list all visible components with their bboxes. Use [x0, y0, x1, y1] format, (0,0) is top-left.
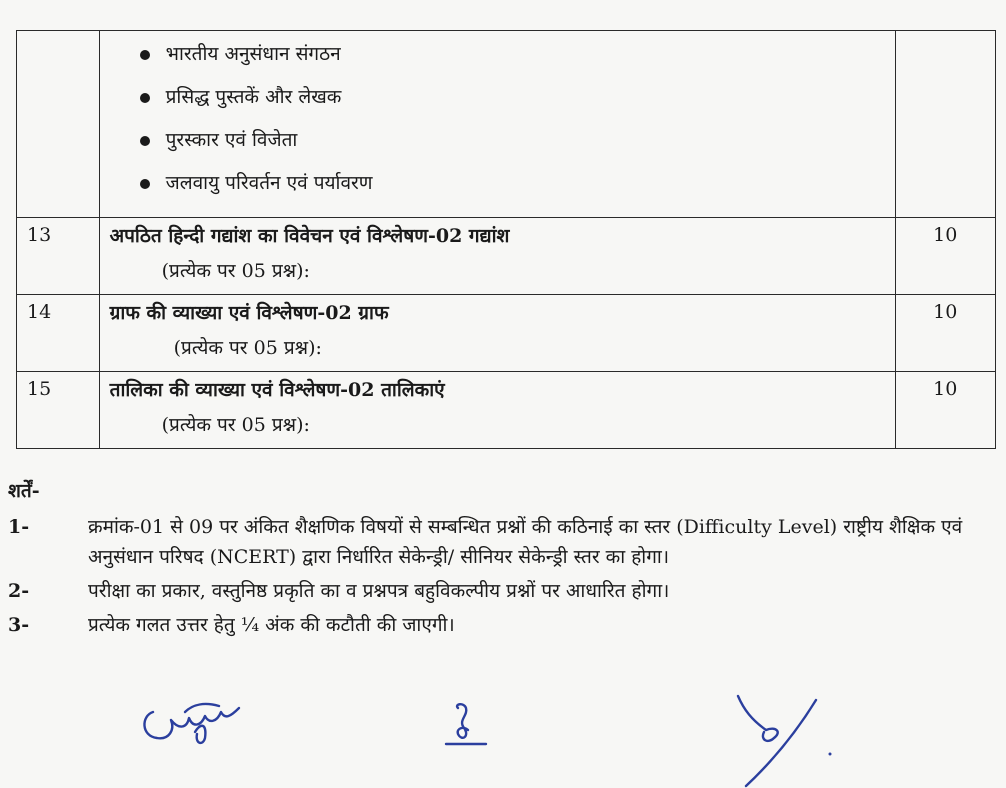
terms-heading: शर्तें-	[8, 480, 40, 502]
bullet-text: पुरस्कार एवं विजेता	[165, 129, 298, 151]
topic-title: ग्राफ की व्याख्या एवं विश्लेषण-02 ग्राफ	[109, 302, 389, 324]
topic-cell	[99, 372, 895, 449]
bullet-icon	[140, 93, 150, 103]
serial-number: 14	[17, 295, 100, 372]
condition-item	[8, 576, 998, 606]
marks-value: 10	[895, 295, 995, 372]
terms-section	[8, 476, 998, 644]
table-row	[17, 295, 996, 372]
marks-cell	[895, 31, 995, 218]
condition-number: 1-	[8, 516, 30, 538]
marks-value: 10	[895, 372, 995, 449]
list-item	[140, 125, 895, 168]
topic-title: अपठित हिन्दी गद्यांश का विवेचन एवं विश्लेषण-02 गद्यांश	[109, 225, 510, 247]
signature-2	[440, 700, 500, 750]
table-row	[17, 372, 996, 449]
topic-cell	[99, 31, 895, 218]
topic-cell	[99, 295, 895, 372]
list-item	[140, 168, 895, 211]
topic-note: (प्रत्येक पर 05 प्रश्न):	[161, 414, 310, 436]
list-item	[140, 39, 895, 82]
condition-item	[8, 512, 998, 572]
condition-text: क्रमांक-01 से 09 पर अंकित शैक्षणिक विषयों से सम्बन्धित प्रश्नों की कठिनाई का स्तर (Difficulty Level) राष्ट्रीय शैक्षिक एवं अनुसंधान परिषद (NCERT) द्वारा निर्धारित सेकेन्ड्री/ सीनियर सेकेन्ड्री स्तर का होगा।	[88, 516, 963, 568]
condition-text: प्रत्येक गलत उत्तर हेतु ¼ अंक की कटौती की जाएगी।	[88, 614, 455, 636]
serial-number: 15	[17, 372, 100, 449]
signature-1	[135, 690, 245, 750]
topic-note: (प्रत्येक पर 05 प्रश्न):	[161, 260, 310, 282]
condition-number: 3-	[8, 614, 30, 636]
marks-value: 10	[895, 218, 995, 295]
syllabus-table	[16, 30, 996, 449]
table-row	[17, 218, 996, 295]
bullet-icon	[140, 136, 150, 146]
bullet-list	[100, 31, 895, 217]
condition-item	[8, 610, 998, 640]
topic-note: (प्रत्येक पर 05 प्रश्न):	[173, 337, 322, 359]
signature-3	[730, 692, 840, 788]
condition-number: 2-	[8, 580, 30, 602]
list-item	[140, 82, 895, 125]
bullet-icon	[140, 50, 150, 60]
topic-cell	[99, 218, 895, 295]
table-row-bullets	[17, 31, 996, 218]
bullet-text: प्रसिद्ध पुस्तकें और लेखक	[165, 86, 342, 108]
topic-title: तालिका की व्याख्या एवं विश्लेषण-02 तालिकाएं	[109, 379, 445, 401]
serial-number: 13	[17, 218, 100, 295]
condition-text: परीक्षा का प्रकार, वस्तुनिष्ठ प्रकृति का व प्रश्नपत्र बहुविकल्पीय प्रश्नों पर आधारित होगा।	[88, 580, 670, 602]
bullet-text: जलवायु परिवर्तन एवं पर्यावरण	[165, 172, 373, 194]
bullet-icon	[140, 179, 150, 189]
serial-cell	[17, 31, 100, 218]
bullet-text: भारतीय अनुसंधान संगठन	[165, 43, 341, 65]
